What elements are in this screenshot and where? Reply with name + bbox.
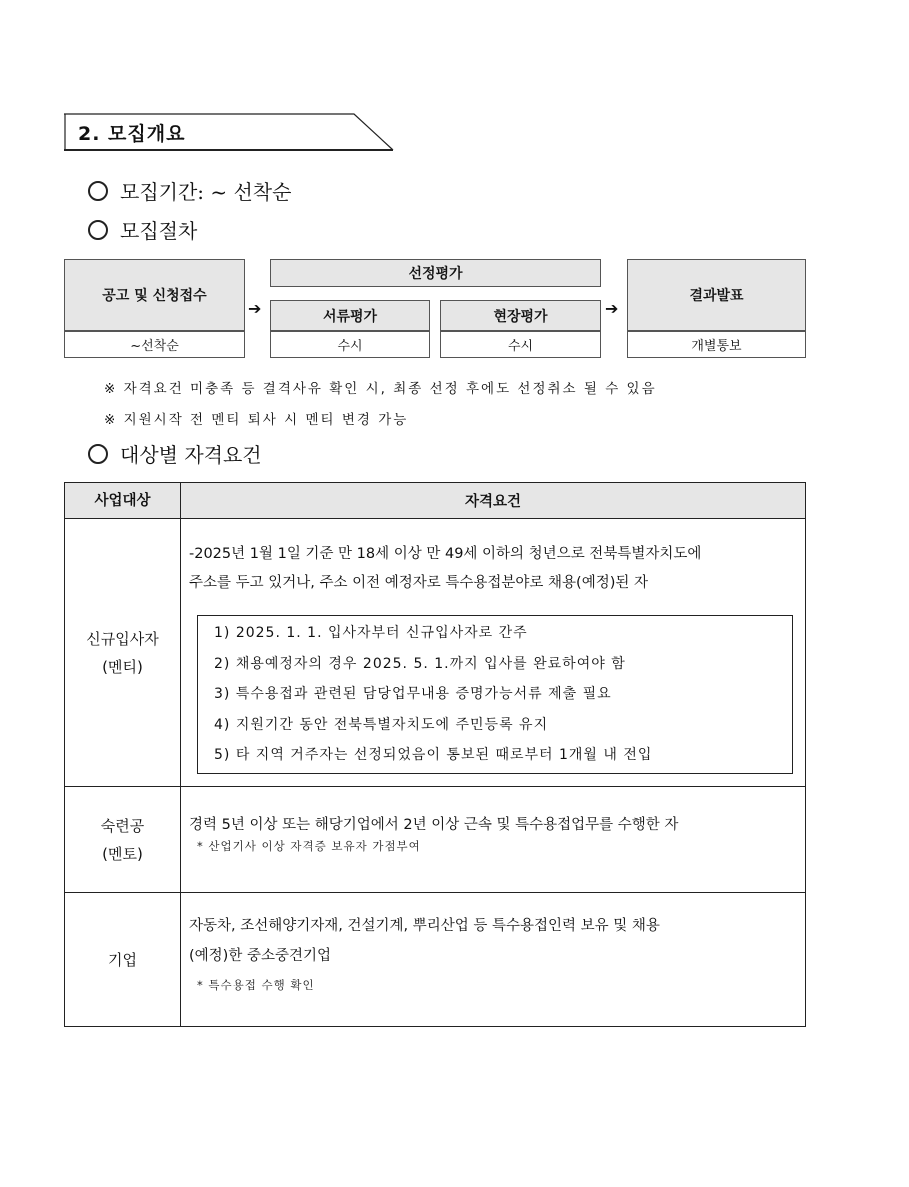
selection-eval-group: 선정평가 <box>270 259 601 287</box>
step-result-value: 개별통보 <box>627 331 806 358</box>
step-site-eval-value: 수시 <box>440 331 601 358</box>
step-document-eval-value: 수시 <box>270 331 430 358</box>
note-mentee-change: ※ 지원시작 전 멘티 퇴사 시 멘티 변경 가능 <box>104 412 409 428</box>
note-disqualification: ※ 자격요건 미충족 등 결격사유 확인 시, 최종 선정 후에도 선정취소 될 수 있음 <box>104 381 657 397</box>
recruit-period-text: 모집기간: ~ 선착순 <box>120 180 292 204</box>
sub-condition: 1) 2025. 1. 1. 입사자부터 신규입사자로 간주 <box>214 625 528 641</box>
sub-condition: 2) 채용예정자의 경우 2025. 5. 1.까지 입사를 완료하여야 함 <box>214 655 626 672</box>
table-row <box>65 787 806 893</box>
step-document-eval: 서류평가 <box>270 300 430 331</box>
requirement-text <box>189 911 805 971</box>
recruit-procedure <box>88 215 197 244</box>
requirement-note: * 특수용접 수행 확인 <box>197 978 315 992</box>
recruit-period <box>88 176 291 205</box>
target-cell <box>65 519 181 787</box>
requirement-line: 주소를 두고 있거나, 주소 이전 예정자로 특수용접분야로 채용(예정)된 자 <box>189 575 648 591</box>
target-label: 숙련공 <box>100 816 145 835</box>
requirement-line: 자동차, 조선해양기자재, 건설기계, 뿌리산업 등 특수용접인력 보유 및 채용 <box>189 918 660 934</box>
target-role: (멘티) <box>102 657 143 676</box>
requirement-line: 경력 5년 이상 또는 해당기업에서 2년 이상 근속 및 특수용접업무를 수행한 자 <box>189 817 679 833</box>
table-header-row <box>65 483 806 519</box>
header-requirement: 자격요건 <box>181 483 806 519</box>
header-target: 사업대상 <box>65 483 181 519</box>
requirement-note: * 산업기사 이상 자격증 보유자 가점부여 <box>197 839 421 853</box>
circle-bullet-icon <box>88 444 108 464</box>
arrow-right-icon: ➔ <box>605 299 619 318</box>
sub-condition: 3) 특수용접과 관련된 담당업무내용 증명가능서류 제출 필요 <box>214 686 612 702</box>
sub-condition: 4) 지원기간 동안 전북특별자치도에 주민등록 유지 <box>214 716 549 733</box>
eligibility-heading <box>88 439 262 468</box>
table-row <box>65 893 806 1027</box>
target-cell <box>65 787 181 893</box>
step-apply: 공고 및 신청접수 <box>64 259 245 331</box>
requirement-cell <box>181 787 806 893</box>
circle-bullet-icon <box>88 181 108 201</box>
step-apply-value: ~선착순 <box>64 331 245 358</box>
circle-bullet-icon <box>88 220 108 240</box>
requirement-line: (예정)한 중소중견기업 <box>189 948 331 964</box>
recruit-procedure-text: 모집절차 <box>120 219 198 243</box>
section-title: 2. 모집개요 <box>78 123 186 145</box>
sub-conditions-box <box>197 615 793 774</box>
target-role: (멘토) <box>102 844 143 863</box>
eligibility-table <box>64 482 806 1027</box>
step-site-eval: 현장평가 <box>440 300 601 331</box>
sub-condition: 5) 타 지역 거주자는 선정되었음이 통보된 때로부터 1개월 내 전입 <box>214 747 653 763</box>
table-row <box>65 519 806 787</box>
target-label: 기업 <box>108 950 137 969</box>
requirement-line: -2025년 1월 1일 기준 만 18세 이상 만 49세 이하의 청년으로 전북특별자치도에 <box>189 546 702 562</box>
requirement-text <box>189 540 805 598</box>
target-label: 신규입사자 <box>86 629 159 648</box>
requirement-cell <box>181 893 806 1027</box>
eligibility-heading-text: 대상별 자격요건 <box>120 443 262 467</box>
arrow-right-icon: ➔ <box>248 299 262 318</box>
requirement-cell <box>181 519 806 787</box>
target-cell <box>65 893 181 1027</box>
step-result: 결과발표 <box>627 259 806 331</box>
